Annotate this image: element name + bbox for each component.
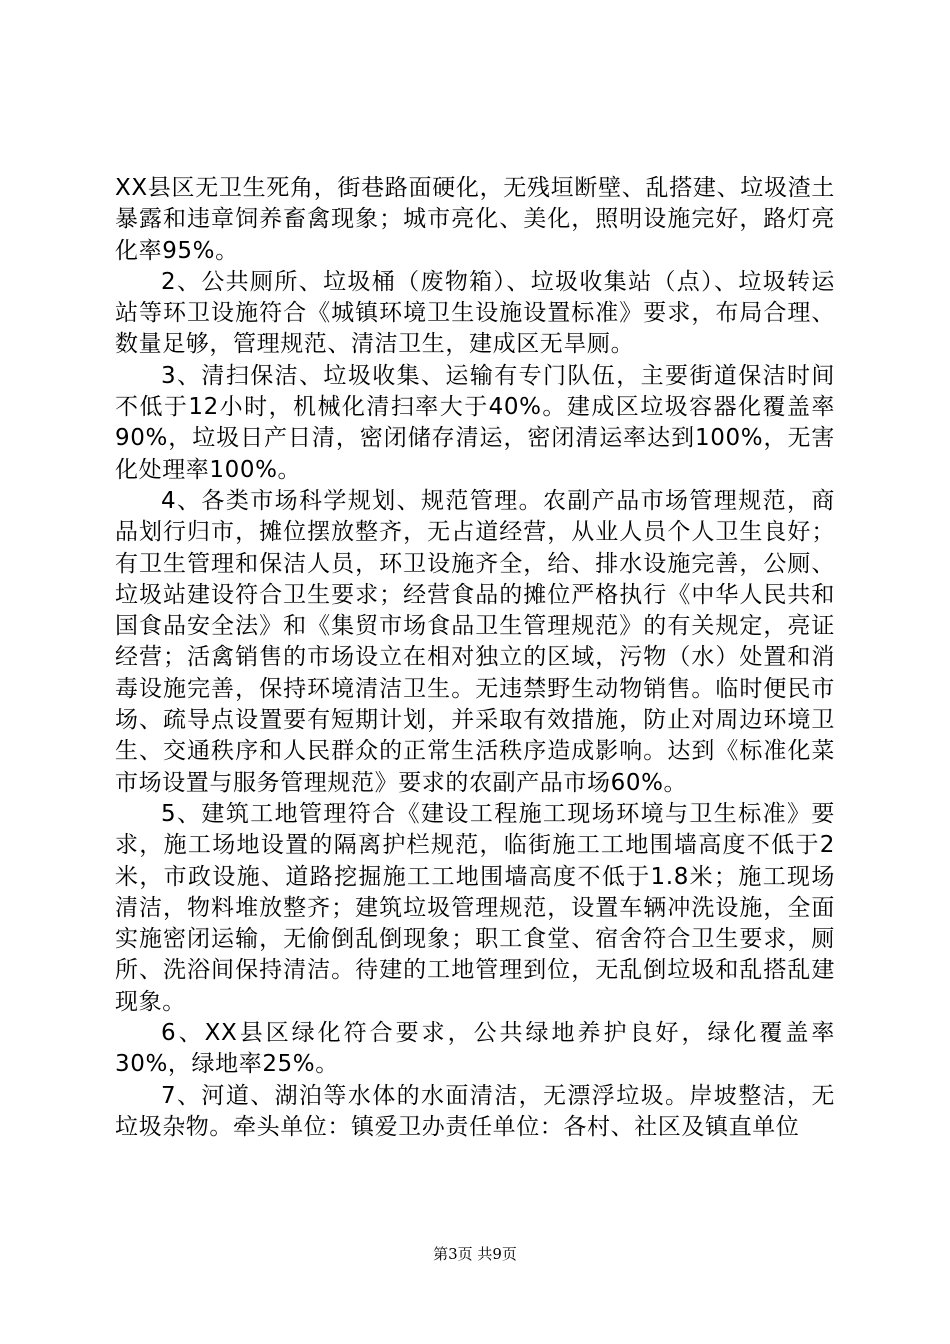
- document-body: [115, 173, 835, 1143]
- paragraph-item-4: 4、各类市场科学规划、规范管理。农副产品市场管理规范，商品划行归市，摊位摆放整齐，无占道经营，从业人员个人卫生良好；有卫生管理和保洁人员，环卫设施齐全，给、排水设施完善，公厕、垃圾站建设符合卫生要求；经营食品的摊位严格执行《中华人民共和国食品安全法》和《集贸市场食品卫生管理规范》的有关规定，亮证经营；活禽销售的市场设立在相对独立的区域，污物（水）处置和消毒设施完善，保持环境清洁卫生。无违禁野生动物销售。临时便民市场、疏导点设置要有短期计划，并采取有效措施，防止对周边环境卫生、交通秩序和人民群众的正常生活秩序造成影响。达到《标准化菜市场设置与服务管理规范》要求的农副产品市场60%。: [115, 487, 835, 796]
- page-number-footer: 第3页 共9页: [433, 1245, 517, 1263]
- paragraph-intro: XX县区无卫生死角，街巷路面硬化，无残垣断壁、乱搭建、垃圾渣土暴露和违章饲养畜禽现象；城市亮化、美化，照明设施完好，路灯亮化率95%。: [115, 175, 835, 264]
- paragraph-item-6: 6、XX县区绿化符合要求，公共绿地养护良好，绿化覆盖率30%，绿地率25%。: [115, 1020, 835, 1078]
- paragraph-item-3: 3、清扫保洁、垃圾收集、运输有专门队伍，主要街道保洁时间不低于12小时，机械化清扫率大于40%。建成区垃圾容器化覆盖率90%，垃圾日产日清，密闭储存清运，密闭清运率达到100%，无害化处理率100%。: [115, 362, 835, 483]
- paragraph-item-5: 5、建筑工地管理符合《建设工程施工现场环境与卫生标准》要求，施工场地设置的隔离护栏规范，临街施工工地围墙高度不低于2米，市政设施、道路挖掘施工工地围墙高度不低于1.8米；施工现场清洁，物料堆放整齐；建筑垃圾管理规范，设置车辆冲洗设施，全面实施密闭运输，无偷倒乱倒现象；职工食堂、宿舍符合卫生要求，厕所、洗浴间保持清洁。待建的工地管理到位，无乱倒垃圾和乱搭乱建现象。: [115, 800, 835, 1015]
- paragraph-item-7: 7、河道、湖泊等水体的水面清洁，无漂浮垃圾。岸坡整洁，无垃圾杂物。牵头单位：镇爱卫办责任单位：各村、社区及镇直单位: [115, 1082, 835, 1140]
- paragraph-item-2: 2、公共厕所、垃圾桶（废物箱）、垃圾收集站（点）、垃圾转运站等环卫设施符合《城镇环境卫生设施设置标准》要求，布局合理、数量足够，管理规范、清洁卫生，建成区无旱厕。: [115, 268, 835, 358]
